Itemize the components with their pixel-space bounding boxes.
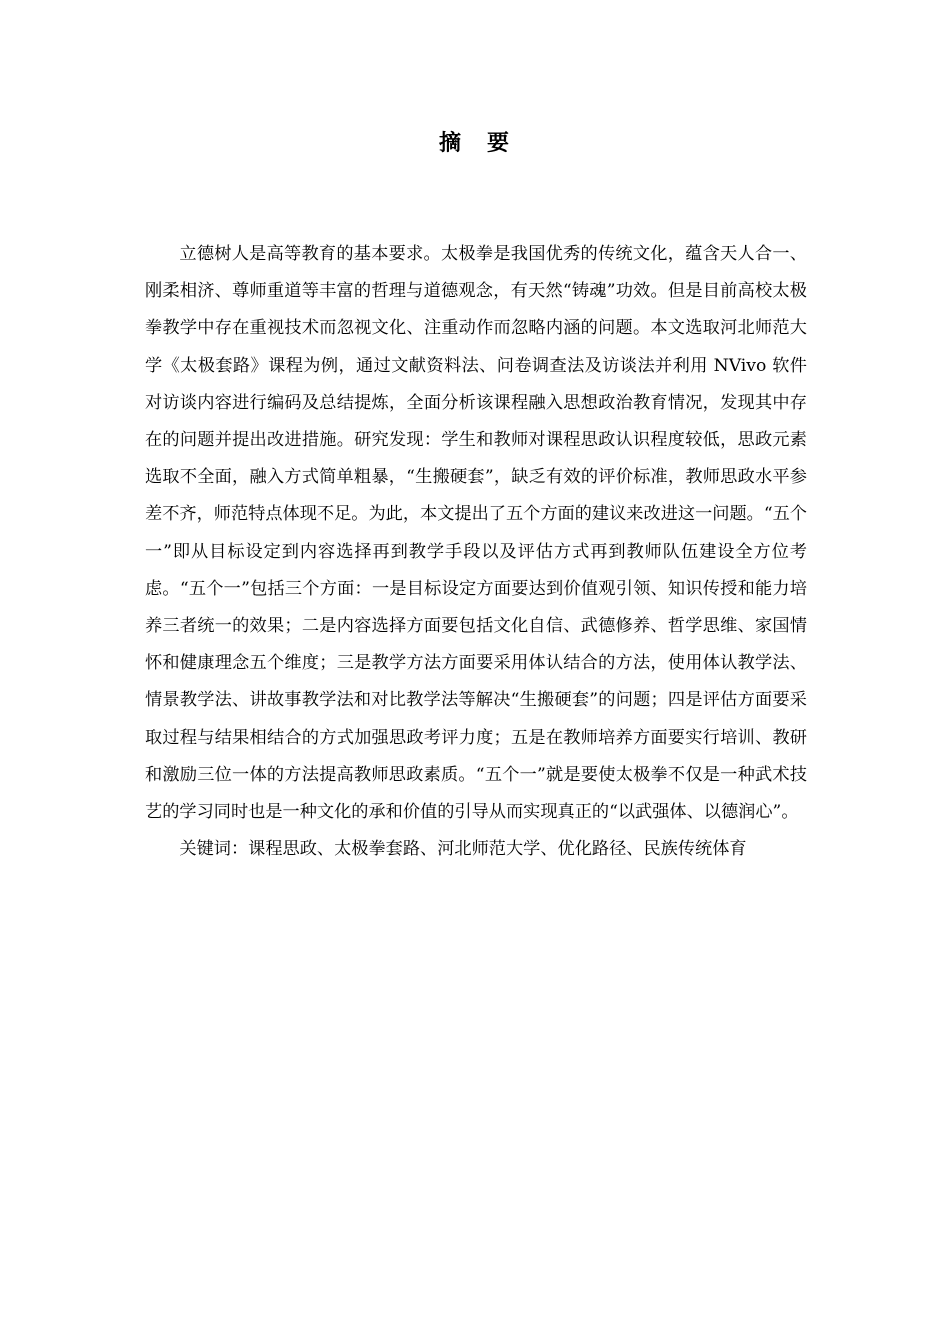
keywords-line: 关键词：课程思政、太极拳套路、河北师范大学、优化路径、民族传统体育 [179, 839, 747, 860]
abstract-title [0, 126, 950, 157]
abstract-paragraph: 立德树人是高等教育的基本要求。太极拳是我国优秀的传统文化，蕴含天人合一、刚柔相济、尊师重道等丰富的哲理与道德观念，有天然“铸魂”功效。但是目前高校太极拳教学中存在重视技术而忽视文化、注重动作而忽略内涵的问题。本文选取河北师范大学《太极套路》课程为例，通过文献资料法、问卷调查法及访谈法并利用 NVivo 软件对访谈内容进行编码及总结提炼，全面分析该课程融入思想政治教育情况，发现其中存在的问题并提出改进措施。研究发现：学生和教师对课程思政认识程度较低，思政元素选取不全面，融入方式简单粗暴，“生搬硬套”，缺乏有效的评价标准，教师思政水平参差不齐，师范特点体现不足。为此，本文提出了五个方面的建议来改进这一问题。“五个一”即从目标设定到内容选择再到教学手段以及评估方式再到教师队伍建设全方位考虑。“五个一”包括三个方面：一是目标设定方面要达到价值观引领、知识传授和能力培养三者统一的效果；二是内容选择方面要包括文化自信、武德修养、哲学思维、家国情怀和健康理念五个维度；三是教学方法方面要采用体认结合的方法，使用体认教学法、情景教学法、讲故事教学法和对比教学法等解决“生搬硬套”的问题；四是评估方面要采取过程与结果相结合的方式加强思政考评力度；五是在教师培养方面要实行培训、教研和激励三位一体的方法提高教师思政素质。“五个一”就是要使太极拳不仅是一种武术技艺的学习同时也是一种文化的承和价值的引导从而实现真正的“以武强体、以德润心”。 [145, 244, 807, 823]
abstract-body [145, 236, 807, 868]
abstract-title-part1: 摘 [438, 131, 463, 156]
abstract-title-part2: 要 [487, 131, 512, 156]
